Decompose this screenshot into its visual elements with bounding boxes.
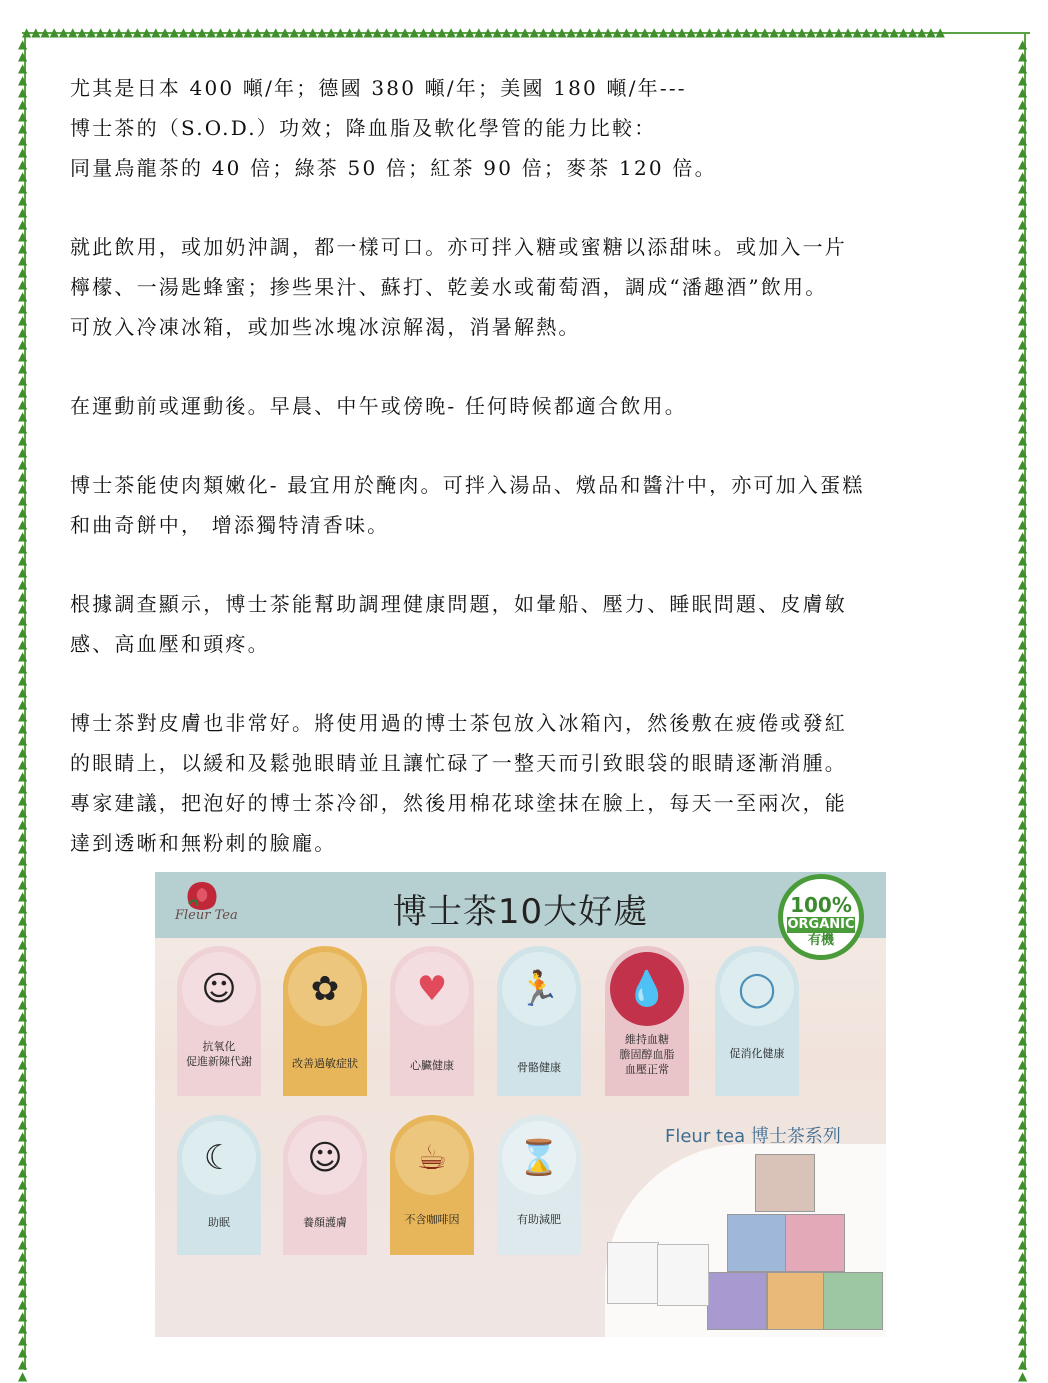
- benefits-infographic: [155, 872, 886, 1337]
- border-top-trees: ▲▲▲▲▲▲▲▲▲▲▲▲▲▲▲▲▲▲▲▲▲▲▲▲▲▲▲▲▲▲▲▲▲▲▲▲▲▲▲▲▲▲▲▲▲▲▲▲▲▲▲▲▲▲▲▲▲▲▲▲▲▲▲▲▲▲▲▲▲▲▲▲▲▲▲▲▲▲▲▲▲▲▲▲▲▲▲▲▲▲▲▲▲▲▲▲▲▲▲▲: [22, 25, 945, 39]
- paragraph-health: [70, 584, 1005, 664]
- paragraph-exercise: [70, 386, 1005, 426]
- badge-organic: ORGANIC: [787, 917, 855, 932]
- benefit-label: 抗氧化 促進新陳代謝: [186, 1040, 252, 1068]
- benefit-card: [497, 946, 581, 1096]
- heart-icon: ♥: [395, 952, 469, 1026]
- tea-box: [755, 1154, 815, 1212]
- paragraph-cooking: [70, 465, 1005, 545]
- paragraph-drinking: [70, 227, 1005, 347]
- benefit-label: 維持血糖 膽固醇血脂 血壓正常: [619, 1033, 675, 1076]
- benefit-label: 養顏護膚: [303, 1216, 347, 1229]
- tea-box: [727, 1214, 787, 1272]
- benefit-card: [283, 946, 367, 1096]
- text-line: 同量烏龍茶的 40 倍；綠茶 50 倍；紅茶 90 倍；麥茶 120 倍。: [70, 156, 717, 180]
- text-line: 檸檬、一湯匙蜂蜜；掺些果汁、蘇打、乾姜水或葡萄酒，調成“潘趣酒”飲用。: [70, 275, 828, 299]
- benefit-card: [283, 1115, 367, 1255]
- allergy-icon: ✿: [288, 952, 362, 1026]
- infographic-title: 博士茶10大好處: [392, 892, 649, 932]
- benefit-label: 不含咖啡因: [404, 1213, 460, 1226]
- text-line: 博士茶的（S.O.D.）功效；降血脂及軟化學管的能力比較：: [70, 116, 657, 140]
- tea-pouch: [607, 1242, 659, 1304]
- text-line: 達到透晰和無粉刺的臉龐。: [70, 831, 337, 855]
- face-icon: ☺: [182, 952, 256, 1026]
- series-title: Fleur tea 博士茶系列: [665, 1126, 841, 1147]
- text-line: 和曲奇餅中， 增添獨特清香味。: [70, 513, 390, 537]
- tea-box: [767, 1272, 827, 1330]
- benefit-card: [390, 1115, 474, 1255]
- border-left-trees: ▲ ▲ ▲ ▲ ▲ ▲ ▲ ▲ ▲ ▲ ▲ ▲ ▲ ▲ ▲ ▲ ▲ ▲ ▲ ▲ ▲ ▲ ▲ ▲ ▲ ▲ ▲ ▲ ▲ ▲ ▲ ▲ ▲ ▲ ▲ ▲ ▲ ▲ ▲ ▲ ▲ ▲ ▲ ▲ ▲ ▲ ▲ ▲ ▲ ▲ ▲ ▲ ▲ ▲ ▲ ▲ ▲ ▲ ▲ ▲ ▲ ▲ ▲ ▲ ▲ ▲ ▲ ▲ ▲ ▲ ▲ ▲ ▲ ▲ ▲ ▲ ▲ ▲ ▲ ▲ ▲ ▲ ▲ ▲ ▲ ▲ ▲ ▲ ▲ ▲ ▲ ▲ ▲ ▲ ▲ ▲ ▲ ▲ ▲ ▲ ▲ ▲ ▲ ▲ ▲ ▲ ▲ ▲ ▲ ▲ ▲ ▲: [18, 37, 28, 1383]
- tea-box: [823, 1272, 883, 1330]
- benefit-card: [715, 946, 799, 1096]
- text-line: 感、高血壓和頭疼。: [70, 632, 270, 656]
- runner-icon: 🏃: [502, 952, 576, 1026]
- paragraph-skin: [70, 703, 1005, 863]
- benefit-card: [177, 946, 261, 1096]
- text-line: 根據調查顯示，博士茶能幫助調理健康問題，如暈船、壓力、睡眠問題、皮膚敏: [70, 592, 847, 616]
- text-line: 博士茶能使肉類嫩化- 最宜用於醃肉。可拌入湯品、燉品和醬汁中，亦可加入蛋糕: [70, 473, 865, 497]
- benefit-card: [605, 946, 689, 1096]
- badge-percent: 100%: [790, 893, 852, 917]
- tea-pouch: [657, 1244, 709, 1306]
- benefit-card: [497, 1115, 581, 1255]
- benefit-label: 促消化健康: [729, 1047, 785, 1060]
- benefit-label: 有助減肥: [517, 1213, 561, 1226]
- stomach-icon: ◯: [720, 952, 794, 1026]
- benefit-label: 改善過敏症狀: [292, 1057, 358, 1070]
- benefit-label: 助眠: [208, 1216, 230, 1229]
- logo-text: Fleur Tea: [175, 908, 238, 923]
- benefit-label: 心臟健康: [410, 1059, 454, 1072]
- benefit-card: [390, 946, 474, 1096]
- text-line: 就此飲用，或加奶沖調，都一樣可口。亦可拌入糖或蜜糖以添甜味。或加入一片: [70, 235, 847, 259]
- text-line: 博士茶對皮膚也非常好。將使用過的博士茶包放入冰箱內，然後敷在疲倦或發紅: [70, 711, 847, 735]
- text-line: 專家建議，把泡好的博士茶冷卻，然後用棉花球塗抹在臉上，每天一至兩次，能: [70, 791, 847, 815]
- tea-box: [785, 1214, 845, 1272]
- teacup-icon: ☕: [395, 1121, 469, 1195]
- text-line: 可放入冷凍冰箱，或加些冰塊冰涼解渴，消暑解熱。: [70, 315, 581, 339]
- blood-drop-icon: 💧: [610, 952, 684, 1026]
- body-text: [70, 68, 1005, 902]
- tea-box: [707, 1272, 767, 1330]
- waist-icon: ⌛: [502, 1121, 576, 1195]
- sleep-icon: ☾: [182, 1121, 256, 1195]
- woman-icon: ☺: [288, 1121, 362, 1195]
- text-line: 尤其是日本 400 噸/年；德國 380 噸/年；美國 180 噸/年---: [70, 76, 687, 100]
- border-right-trees: ▲ ▲ ▲ ▲ ▲ ▲ ▲ ▲ ▲ ▲ ▲ ▲ ▲ ▲ ▲ ▲ ▲ ▲ ▲ ▲ ▲ ▲ ▲ ▲ ▲ ▲ ▲ ▲ ▲ ▲ ▲ ▲ ▲ ▲ ▲ ▲ ▲ ▲ ▲ ▲ ▲ ▲ ▲ ▲ ▲ ▲ ▲ ▲ ▲ ▲ ▲ ▲ ▲ ▲ ▲ ▲ ▲ ▲ ▲ ▲ ▲ ▲ ▲ ▲ ▲ ▲ ▲ ▲ ▲ ▲ ▲ ▲ ▲ ▲ ▲ ▲ ▲ ▲ ▲ ▲ ▲ ▲ ▲ ▲ ▲ ▲ ▲ ▲ ▲ ▲ ▲ ▲ ▲ ▲ ▲ ▲ ▲ ▲ ▲ ▲ ▲ ▲ ▲ ▲ ▲ ▲ ▲ ▲ ▲ ▲ ▲ ▲: [1018, 37, 1028, 1383]
- organic-badge: [778, 874, 864, 960]
- text-line: 在運動前或運動後。早晨、中午或傍晚- 任何時候都適合飲用。: [70, 394, 687, 418]
- text-line: 的眼睛上，以緩和及鬆弛眼睛並且讓忙碌了一整天而引致眼袋的眼睛逐漸消腫。: [70, 751, 847, 775]
- paragraph-sod: [70, 68, 1005, 188]
- benefit-label: 骨骼健康: [517, 1061, 561, 1074]
- badge-label: 有機: [807, 933, 834, 948]
- benefit-card: [177, 1115, 261, 1255]
